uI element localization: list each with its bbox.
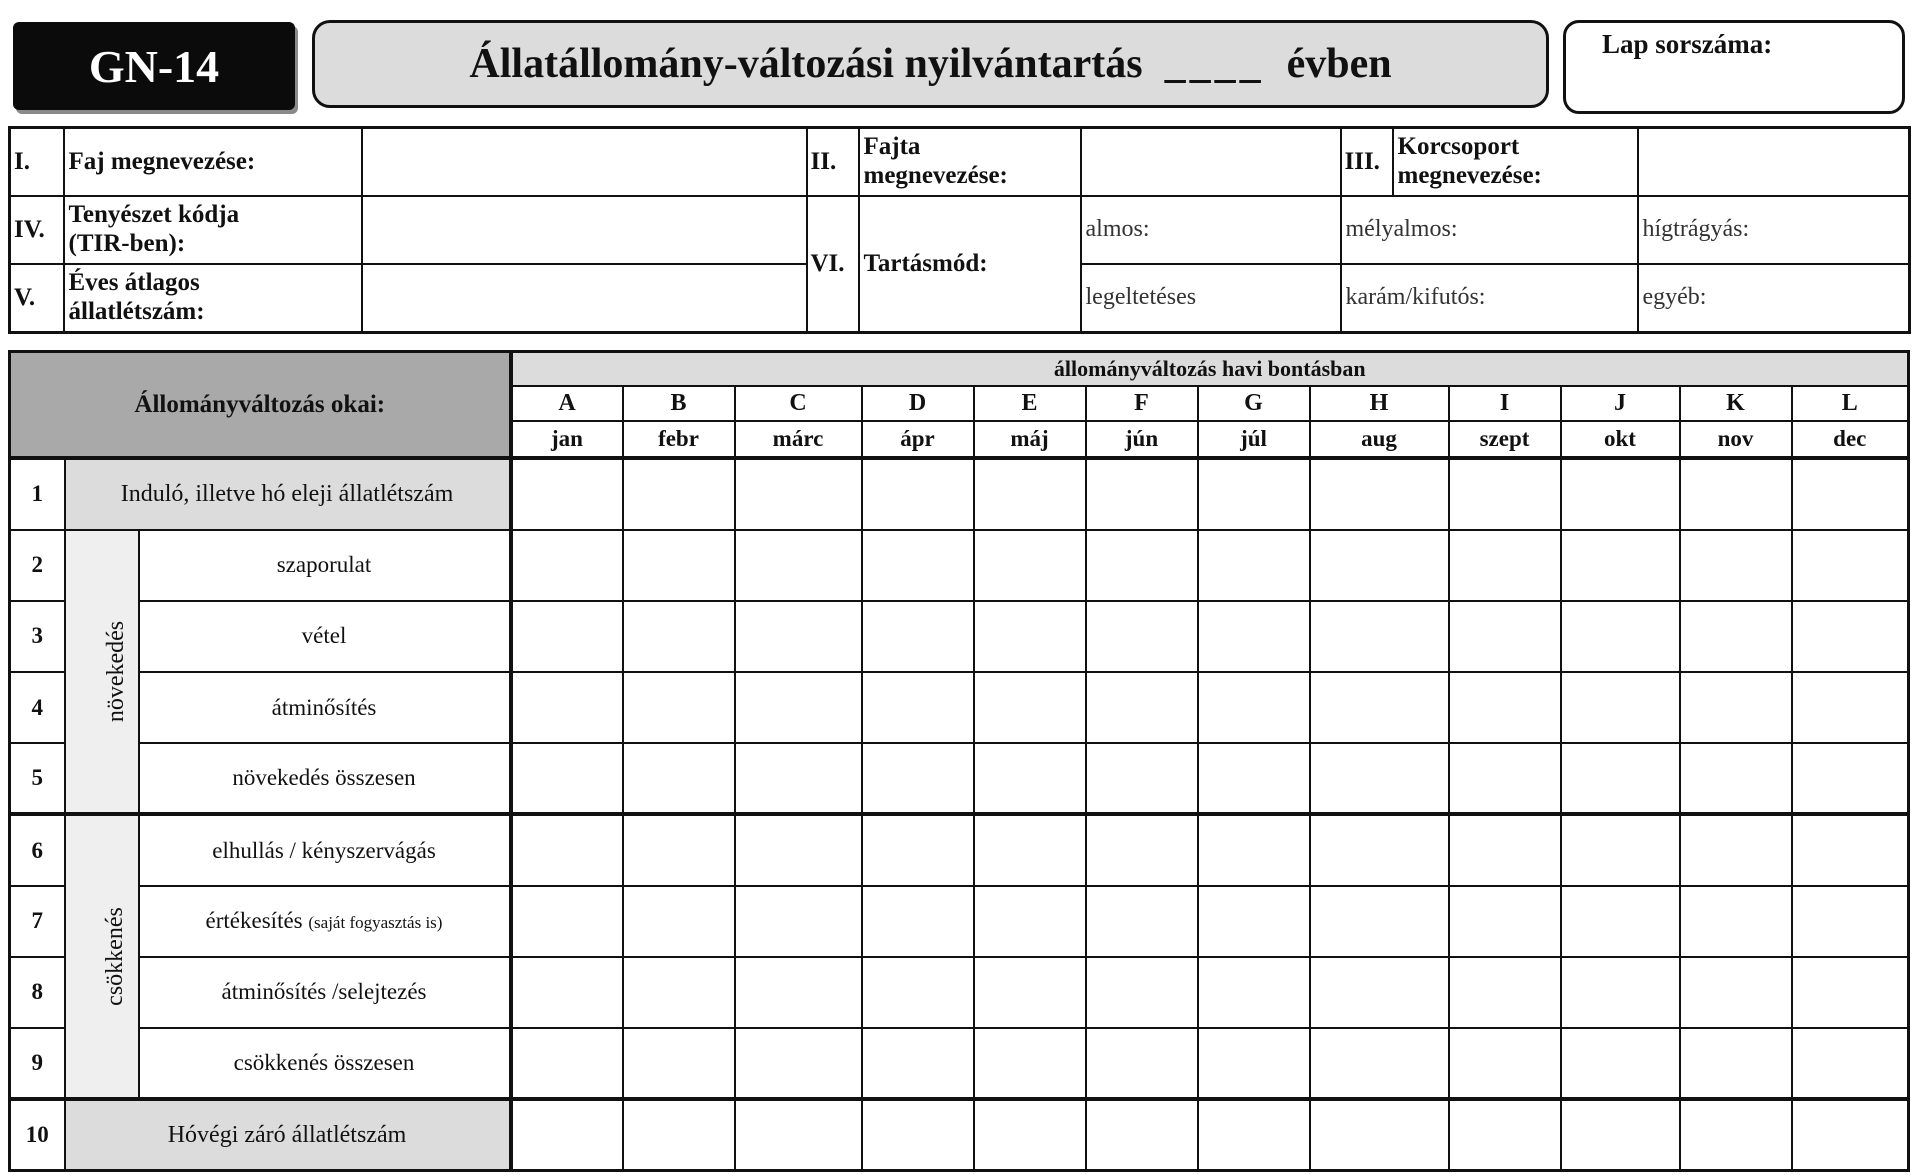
column-month: nov [1680, 421, 1792, 458]
entry-cell[interactable] [1561, 886, 1680, 957]
entry-cell[interactable] [1792, 530, 1909, 601]
row-label [139, 886, 511, 957]
avg-headcount-label: Éves átlagos állatlétszám: [64, 264, 362, 332]
table-row [10, 886, 1909, 957]
row-number: 5 [10, 743, 65, 814]
row-label-note: (saját fogyasztás is) [308, 913, 443, 933]
entry-cell[interactable] [735, 814, 862, 885]
entry-cell[interactable] [1310, 458, 1449, 529]
entry-cell[interactable] [1086, 530, 1198, 601]
column-letter: E [974, 386, 1086, 421]
keeping-method-label: Tartásmód: [859, 196, 1081, 333]
entry-cell[interactable] [1792, 672, 1909, 743]
entry-cell[interactable] [1680, 601, 1792, 672]
entry-cell[interactable] [1792, 1099, 1909, 1170]
entry-cell[interactable] [623, 743, 735, 814]
entry-cell[interactable] [511, 814, 623, 885]
entry-cell[interactable] [735, 1028, 862, 1099]
row-num-iv: IV. [10, 196, 64, 264]
column-letter: L [1792, 386, 1909, 421]
row-label [139, 530, 511, 601]
group-label: növekedés [102, 620, 129, 723]
row-label [139, 743, 511, 814]
entry-cell[interactable] [862, 743, 974, 814]
entry-cell[interactable] [1086, 1028, 1198, 1099]
table-row [10, 672, 1909, 743]
entry-cell[interactable] [1680, 1028, 1792, 1099]
entry-cell[interactable] [1086, 886, 1198, 957]
entry-cell[interactable] [735, 1099, 862, 1170]
entry-cell[interactable] [862, 814, 974, 885]
entry-cell[interactable] [511, 458, 623, 529]
row-number: 6 [10, 814, 65, 885]
entry-cell[interactable] [623, 672, 735, 743]
entry-cell[interactable] [735, 743, 862, 814]
entry-cell[interactable] [974, 1028, 1086, 1099]
entry-cell[interactable] [1680, 957, 1792, 1028]
entry-cell[interactable] [974, 601, 1086, 672]
entry-cell[interactable] [1086, 814, 1198, 885]
entry-cell[interactable] [1198, 743, 1310, 814]
row-num-ii: II. [807, 128, 859, 196]
row-label-text: szaporulat [276, 552, 372, 578]
entry-cell[interactable] [511, 957, 623, 1028]
row-label [139, 1028, 511, 1099]
form-title [312, 20, 1549, 108]
column-month: szept [1449, 421, 1561, 458]
entry-cell[interactable] [1449, 1099, 1561, 1170]
column-month: jan [511, 421, 623, 458]
row-number: 8 [10, 957, 65, 1028]
column-letter: B [623, 386, 735, 421]
entry-cell[interactable] [1792, 814, 1909, 885]
info-table [8, 126, 1911, 334]
entry-cell[interactable] [623, 530, 735, 601]
entry-cell[interactable] [1310, 886, 1449, 957]
entry-cell[interactable] [1310, 601, 1449, 672]
age-group-label: Korcsoport megnevezése: [1393, 128, 1638, 196]
group-growth [65, 530, 139, 815]
table-row [10, 957, 1909, 1028]
table-row [10, 743, 1909, 814]
entry-cell[interactable] [1680, 886, 1792, 957]
entry-cell[interactable] [511, 672, 623, 743]
column-letter: I [1449, 386, 1561, 421]
row-number: 10 [10, 1099, 65, 1170]
entry-cell[interactable] [974, 886, 1086, 957]
entry-cell[interactable] [511, 530, 623, 601]
entry-cell[interactable] [1310, 1028, 1449, 1099]
entry-cell[interactable] [1086, 672, 1198, 743]
entry-cell[interactable] [623, 1099, 735, 1170]
sheet-number-label: Lap sorszáma: [1602, 29, 1773, 59]
entry-cell[interactable] [862, 1099, 974, 1170]
row-num-iii: III. [1341, 128, 1393, 196]
entry-cell[interactable] [1449, 743, 1561, 814]
table-row [10, 814, 1909, 885]
column-letter: J [1561, 386, 1680, 421]
entry-cell[interactable] [862, 886, 974, 957]
entry-cell[interactable] [1449, 672, 1561, 743]
entry-cell[interactable] [511, 601, 623, 672]
row-label-text: elhullás / kényszervágás [212, 837, 436, 863]
entry-cell[interactable] [1198, 530, 1310, 601]
table-row [10, 458, 1909, 529]
column-letter: K [1680, 386, 1792, 421]
herd-code-label: Tenyészet kódja (TIR-ben): [64, 196, 362, 264]
entry-cell[interactable] [1310, 530, 1449, 601]
entry-cell[interactable] [1198, 1099, 1310, 1170]
entry-cell[interactable] [623, 814, 735, 885]
entry-cell[interactable] [735, 672, 862, 743]
entry-cell[interactable] [862, 601, 974, 672]
entry-cell[interactable] [1561, 743, 1680, 814]
entry-cell[interactable] [974, 530, 1086, 601]
species-field[interactable] [362, 128, 807, 196]
entry-cell[interactable] [1561, 458, 1680, 529]
entry-cell[interactable] [974, 672, 1086, 743]
entry-cell[interactable] [511, 886, 623, 957]
entry-cell[interactable] [1198, 672, 1310, 743]
row-number: 7 [10, 886, 65, 957]
sheet-number-box[interactable] [1563, 20, 1905, 114]
entry-cell[interactable] [511, 743, 623, 814]
row-label: Induló, illetve hó eleji állatlétszám [65, 458, 511, 529]
row-number: 4 [10, 672, 65, 743]
entry-cell[interactable] [974, 957, 1086, 1028]
entry-cell[interactable] [1792, 886, 1909, 957]
breed-field[interactable] [1081, 128, 1341, 196]
entry-cell[interactable] [623, 886, 735, 957]
entry-cell[interactable] [1680, 743, 1792, 814]
row-label [139, 601, 511, 672]
entry-cell[interactable] [1561, 814, 1680, 885]
entry-cell[interactable] [1198, 886, 1310, 957]
table-row [10, 601, 1909, 672]
entry-cell[interactable] [1198, 1028, 1310, 1099]
entry-cell[interactable] [623, 1028, 735, 1099]
row-label [139, 957, 511, 1028]
entry-cell[interactable] [1310, 814, 1449, 885]
entry-cell[interactable] [1680, 530, 1792, 601]
entry-cell[interactable] [1792, 458, 1909, 529]
entry-cell[interactable] [1561, 601, 1680, 672]
column-letter: F [1086, 386, 1198, 421]
reasons-header: Állományváltozás okai: [10, 352, 511, 459]
row-num-vi: VI. [807, 196, 859, 333]
column-month: márc [735, 421, 862, 458]
herd-code-field[interactable] [362, 196, 807, 264]
column-month: ápr [862, 421, 974, 458]
column-month: aug [1310, 421, 1449, 458]
entry-cell[interactable] [862, 458, 974, 529]
row-label [139, 814, 511, 885]
entry-cell[interactable] [862, 957, 974, 1028]
entry-cell[interactable] [1086, 743, 1198, 814]
form-code-badge [13, 22, 295, 110]
row-num-i: I. [10, 128, 64, 196]
entry-cell[interactable] [862, 672, 974, 743]
row-label-text: növekedés összesen [232, 765, 416, 791]
avg-headcount-field[interactable] [362, 264, 807, 332]
column-letter: A [511, 386, 623, 421]
entry-cell[interactable] [623, 601, 735, 672]
entry-cell[interactable] [1086, 1099, 1198, 1170]
title-prefix: Állatállomány-változási nyilvántartás [469, 41, 1143, 87]
entry-cell[interactable] [1680, 672, 1792, 743]
opt-litter[interactable]: almos: [1081, 196, 1341, 264]
column-month: okt [1561, 421, 1680, 458]
stock-change-table [8, 350, 1910, 1172]
entry-cell[interactable] [1792, 743, 1909, 814]
row-label-text: értékesítés [205, 908, 303, 934]
entry-cell[interactable] [735, 601, 862, 672]
group-label: csökkenés [101, 907, 128, 1007]
entry-cell[interactable] [1086, 601, 1198, 672]
table-row [10, 1099, 1909, 1170]
year-blank[interactable]: ____ [1164, 41, 1265, 87]
entry-cell[interactable] [1561, 672, 1680, 743]
entry-cell[interactable] [1449, 957, 1561, 1028]
entry-cell[interactable] [974, 1099, 1086, 1170]
entry-cell[interactable] [1086, 458, 1198, 529]
row-label-text: csökkenés összesen [233, 1050, 415, 1076]
opt-paddock[interactable]: karám/kifutós: [1341, 264, 1638, 332]
column-month: júl [1198, 421, 1310, 458]
entry-cell[interactable] [1449, 1028, 1561, 1099]
entry-cell[interactable] [1198, 458, 1310, 529]
entry-cell[interactable] [974, 814, 1086, 885]
entry-cell[interactable] [511, 1028, 623, 1099]
row-label-text: átminősítés [271, 694, 377, 720]
row-number: 1 [10, 458, 65, 529]
entry-cell[interactable] [1310, 1099, 1449, 1170]
entry-cell[interactable] [1792, 1028, 1909, 1099]
entry-cell[interactable] [735, 458, 862, 529]
entry-cell[interactable] [511, 1099, 623, 1170]
entry-cell[interactable] [735, 886, 862, 957]
column-month: máj [974, 421, 1086, 458]
entry-cell[interactable] [1449, 458, 1561, 529]
entry-cell[interactable] [1086, 957, 1198, 1028]
column-month: jún [1086, 421, 1198, 458]
entry-cell[interactable] [1792, 601, 1909, 672]
row-label [139, 672, 511, 743]
entry-cell[interactable] [1198, 601, 1310, 672]
column-letter: D [862, 386, 974, 421]
entry-cell[interactable] [1561, 530, 1680, 601]
row-label-text: átminősítés /selejtezés [221, 979, 427, 1005]
entry-cell[interactable] [1310, 672, 1449, 743]
entry-cell[interactable] [862, 1028, 974, 1099]
monthly-header: állományváltozás havi bontásban [511, 352, 1909, 387]
entry-cell[interactable] [974, 743, 1086, 814]
column-month: dec [1792, 421, 1909, 458]
column-month: febr [623, 421, 735, 458]
table-row [10, 1028, 1909, 1099]
row-number: 3 [10, 601, 65, 672]
entry-cell[interactable] [1561, 1099, 1680, 1170]
opt-slurry[interactable]: hígtrágyás: [1638, 196, 1910, 264]
row-number: 2 [10, 530, 65, 601]
row-num-v: V. [10, 264, 64, 332]
breed-label: Fajta megnevezése: [859, 128, 1081, 196]
entry-cell[interactable] [623, 957, 735, 1028]
entry-cell[interactable] [1792, 957, 1909, 1028]
entry-cell[interactable] [1561, 957, 1680, 1028]
entry-cell[interactable] [623, 458, 735, 529]
row-label: Hóvégi záró állatlétszám [65, 1099, 511, 1170]
entry-cell[interactable] [1449, 814, 1561, 885]
column-letter: G [1198, 386, 1310, 421]
entry-cell[interactable] [1680, 814, 1792, 885]
entry-cell[interactable] [1449, 530, 1561, 601]
opt-grazing[interactable]: legeltetéses [1081, 264, 1341, 332]
row-number: 9 [10, 1028, 65, 1099]
entry-cell[interactable] [1561, 1028, 1680, 1099]
form-code: GN-14 [88, 40, 220, 92]
entry-cell[interactable] [1310, 957, 1449, 1028]
species-label: Faj megnevezése: [64, 128, 362, 196]
group-decrease [65, 814, 139, 1099]
entry-cell[interactable] [1198, 814, 1310, 885]
entry-cell[interactable] [1449, 601, 1561, 672]
entry-cell[interactable] [1198, 957, 1310, 1028]
row-label-text: vétel [301, 623, 347, 649]
entry-cell[interactable] [862, 530, 974, 601]
table-row [10, 530, 1909, 601]
entry-cell[interactable] [974, 458, 1086, 529]
column-letter: C [735, 386, 862, 421]
entry-cell[interactable] [735, 957, 862, 1028]
opt-deep-litter[interactable]: mélyalmos: [1341, 196, 1638, 264]
age-group-field[interactable] [1638, 128, 1910, 196]
opt-other[interactable]: egyéb: [1638, 264, 1910, 332]
title-suffix: évben [1286, 41, 1392, 87]
column-letter: H [1310, 386, 1449, 421]
entry-cell[interactable] [1449, 886, 1561, 957]
entry-cell[interactable] [1310, 743, 1449, 814]
entry-cell[interactable] [1680, 458, 1792, 529]
entry-cell[interactable] [1680, 1099, 1792, 1170]
entry-cell[interactable] [735, 530, 862, 601]
